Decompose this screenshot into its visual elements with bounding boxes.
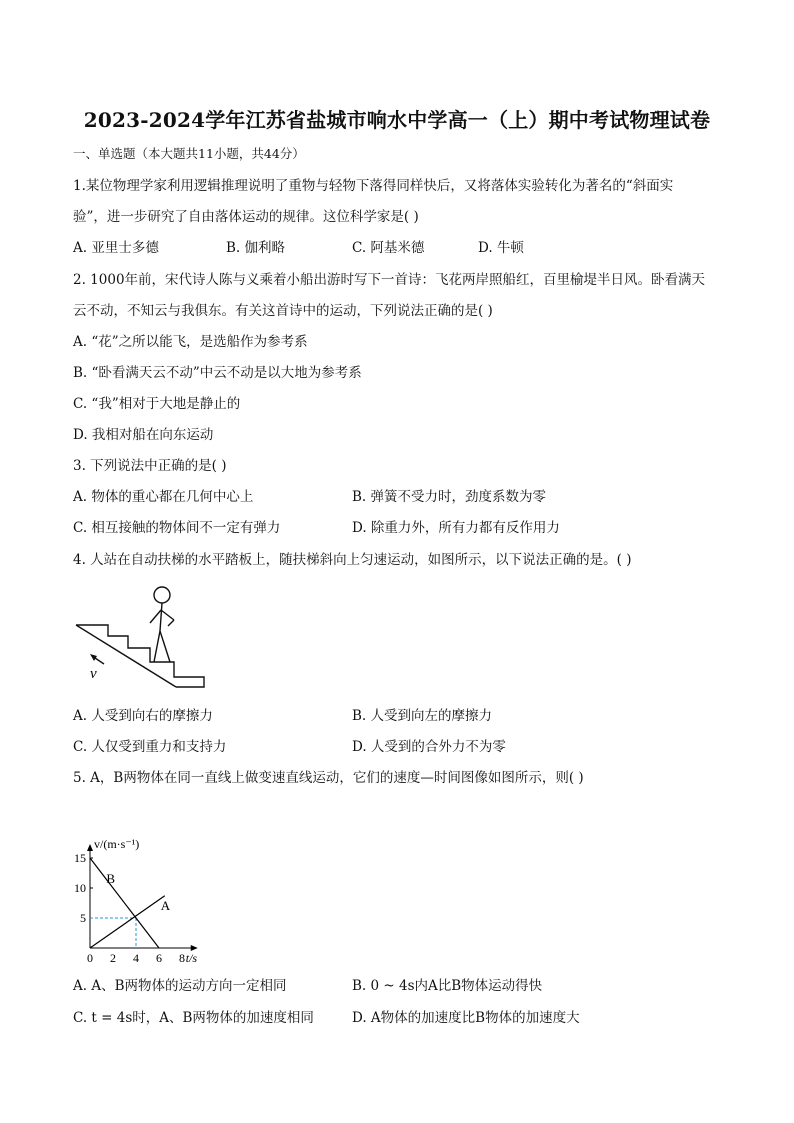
- q5-option-a: A. A、B两物体的运动方向一定相同: [73, 978, 287, 994]
- q3-option-a: A. 物体的重心都在几何中心上: [73, 489, 254, 505]
- y-tick-label: 10: [74, 881, 86, 895]
- x-tick-label: 2: [110, 951, 116, 965]
- q2-option-b: B. “卧看满天云不动”中云不动是以大地为参考系: [73, 365, 362, 381]
- y-axis-arrow: [87, 844, 93, 851]
- q4-option-b: B. 人受到向左的摩擦力: [352, 708, 493, 724]
- x-tick-label: 4: [133, 951, 139, 965]
- q1-option-c: C. 阿基米德: [352, 240, 425, 256]
- page-title: 2023-2024学年江苏省盐城市响水中学高一（上）期中考试物理试卷: [83, 108, 711, 132]
- q3-option-b: B. 弹簧不受力时，劲度系数为零: [352, 489, 547, 505]
- question-2-line-1: 2. 1000年前，宋代诗人陈与义乘着小船出游时写下一首诗：飞花两岸照船红，百里榆堤半日风。卧看满天: [73, 272, 706, 288]
- q5-option-c: C. t = 4s时，A、B两物体的加速度相同: [73, 1010, 314, 1026]
- velocity-time-chart: [62, 826, 227, 970]
- q5-option-d: D. A物体的加速度比B物体的加速度大: [352, 1010, 580, 1026]
- question-2-line-2: 云不动，不知云与我俱东。有关这首诗中的运动，下列说法正确的是( ): [73, 303, 493, 319]
- q3-option-c: C. 相互接触的物体间不一定有弹力: [73, 520, 281, 536]
- question-5-line-1: 5. A，B两物体在同一直线上做变速直线运动，它们的速度—时间图像如图所示，则( ): [73, 770, 584, 786]
- velocity-label: v: [90, 666, 97, 682]
- q5-option-b: B. 0 ~ 4s内A比B物体运动得快: [352, 978, 543, 994]
- question-1-line-2: 验”，进一步研究了自由落体运动的规律。这位科学家是( ): [73, 209, 419, 225]
- x-tick-label: 0: [87, 951, 93, 965]
- x-tick-label: 8: [179, 951, 185, 965]
- q2-option-d: D. 我相对船在向东运动: [73, 427, 214, 443]
- q1-option-a: A. 亚里士多德: [73, 240, 159, 256]
- series-line-B: [90, 858, 159, 948]
- q4-option-c: C. 人仅受到重力和支持力: [73, 739, 227, 755]
- y-axis-label: v/(m·s⁻¹): [94, 837, 140, 851]
- series-label-B: B: [106, 871, 116, 886]
- question-4-line-1: 4. 人站在自动扶梯的水平踏板上，随扶梯斜向上匀速运动，如图所示，以下说法正确的是。( ): [73, 552, 632, 568]
- q1-option-d: D. 牛顿: [478, 240, 524, 256]
- q2-option-c: C. “我”相对于大地是静止的: [73, 396, 241, 412]
- y-tick-label: 15: [74, 851, 86, 865]
- question-1-line-1: 1.某位物理学家利用逻辑推理说明了重物与轻物下落得同样快后，又将落体实验转化为著名的“斜面实: [73, 178, 674, 194]
- q1-option-b: B. 伽利略: [226, 240, 286, 256]
- x-axis-label: t/s: [185, 951, 198, 965]
- q2-option-a: A. “花”之所以能飞，是选船作为参考系: [73, 334, 308, 350]
- section-heading: 一、单选题（本大题共11小题，共44分）: [73, 146, 305, 161]
- question-3-line-1: 3. 下列说法中正确的是( ): [73, 458, 227, 474]
- q4-option-d: D. 人受到的合外力不为零: [352, 739, 506, 755]
- y-tick-label: 5: [80, 911, 86, 925]
- q4-option-a: A. 人受到向右的摩擦力: [73, 708, 213, 724]
- series-label-A: A: [160, 897, 171, 913]
- escalator-figure: [70, 582, 215, 694]
- x-tick-label: 6: [156, 951, 162, 965]
- q3-option-d: D. 除重力外，所有力都有反作用力: [352, 520, 560, 536]
